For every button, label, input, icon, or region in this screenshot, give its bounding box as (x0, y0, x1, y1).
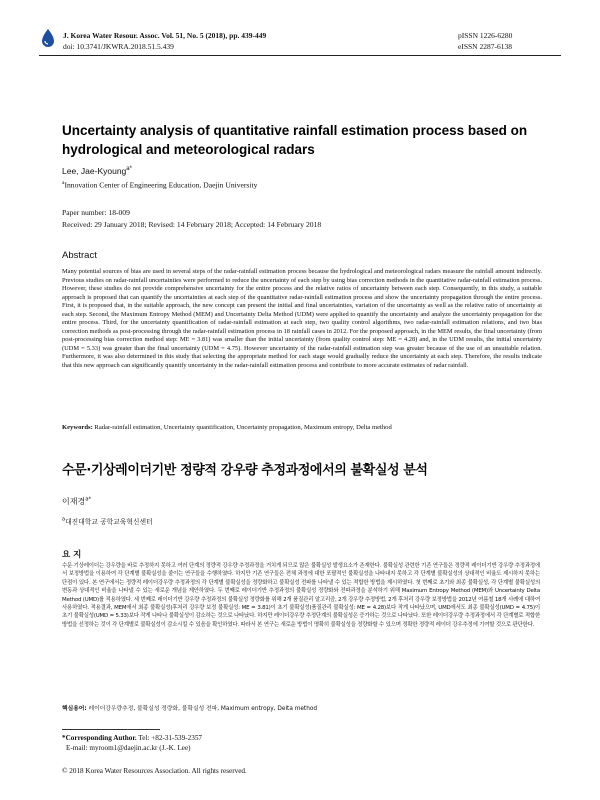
received-dates: Received: 29 January 2018; Revised: 14 February 2018; Accepted: 14 February 2018 (62, 220, 322, 229)
korean-abstract-body: 수문·기상레이더는 강우량을 바로 추정하지 못하고 여러 단계의 정량적 강우량 추정과정을 거치게 되므로 많은 불확실성 발생요소가 존재한다. 불확실성 관련한 기존 연구들은 정량적 레이더기반 강우량 추정과정에서 보정방법을 이용하여 각 단계별 불확실성을 줄이는 연구들을 수행하였다. 하지만 기존 연구들은 전체 과정에 대한 포괄적인 불확실성을 나타내지 못하고 각 단계별 불확실성의 상대적인 비율도 제시하지 못하는 단점이 있다. 본 연구에서는 정량적 레이더강우량 추정과정의 각 단계별 불확실성을 정량화하고 불확실성 전파를 나타낼 수 있는 적합한 방법을 제시하였다. 첫 번째로 초기와 최종 불확실성, 각 단계별 불확실성의 변동과 상대적인 비율을 나타낼 수 있는 새로운 개념을 제안하였다. 두 번째로 레이더기반 추정과정의 불확실성 정량화와 전파과정을 분석하기 위해 Maximum Entropy Method (MEM)와 Uncertainty Delta Method (UMD)를 적용하였다. 세 번째로 레이더기반 강우량 추정과정의 불확실성 정량화를 위해 2개 품질관리 알고리즘, 2개 강우량 추정방법, 2개 후처리 강우량 보정방법을 2012년 여름철 18개 사례에 대하여 사용하였다. 적용결과, MEM에서 최종 불확실성(후처리 강우량 보정 불확실성: ME = 3.81)이 초기 불확실성(품질관리 불확실성: ME = 4.28)보다 작게 나타났으며, UMD에서도 최종 불확실성(UMD = 4.75)이 초기 불확실성(UMD = 5.33)보다 작게 나타나 불확실성이 감소하는 것으로 나타났다. 하지만 레이더강우량 추정단계의 불확실성은 증가하는 것으로 나타났다. 또한 레이더강우량 추정과정에서 각 단계별로 적합한 방법을 선정하는 것이 각 단계별로 불확실성이 감소시킬 수 있음을 확인하였다. 따라서 본 연구는 새로운 방법이 명확히 불확실성을 정량화할 수 있으며 정확한 정량적 레이더 강우추정에 기여할 것으로 판단한다. (62, 563, 540, 628)
korean-affiliation-mark: a (62, 516, 66, 523)
korean-abstract-heading: 요 지 (62, 550, 82, 560)
copyright: © 2018 Korea Water Resources Association. All rights reserved. (62, 767, 247, 775)
korean-keywords-text: 레이더강우량추정, 불확실성 정량화, 불확실성 전파, Maximum entropy, Delta method (86, 706, 318, 712)
header-rule (39, 55, 561, 56)
corresponding-tel: Tel: +82-31-539-2357 (136, 734, 203, 742)
korean-affiliation-text: 대진대학교 공학교육혁신센터 (65, 518, 153, 526)
issn-block (458, 30, 538, 52)
corresponding-email: E-mail: myroom1@daejin.ac.kr (J.-K. Lee) (66, 744, 191, 752)
kwra-logo (39, 28, 57, 48)
korean-author-name: 이재경 (62, 497, 86, 506)
affiliation-mark: a (62, 180, 65, 186)
eissn: eISSN 2287-6138 (458, 42, 512, 51)
keywords-label: Keywords: (62, 424, 93, 431)
journal-citation: J. Korea Water Resour. Assoc. Vol. 51, No. 5 (2018), pp. 439-449 (63, 31, 267, 40)
corresponding-line (62, 733, 202, 743)
author-name: Lee, Jae-Kyoung (62, 166, 127, 176)
korean-author (62, 496, 91, 507)
footnote-rule (62, 729, 160, 730)
pissn: pISSN 1226-6280 (458, 31, 513, 40)
affiliation-text: Innovation Center of Engineering Education, Daejin University (64, 180, 258, 190)
abstract-body: Many potential sources of bias are used in several steps of the radar-rainfall estimation process because the hydrological and meteorological radars measure the rainfall amount indirectly. Previous studies on radar-rainfall uncertainties were performed to reduce the uncertainty of each step by using bias correction methods in the quantitative radar-rainfall estimation process. However, these studies do not provide comprehensive uncertainty for the entire process and the relative ratios of uncertainty between each step. Consequently, in this study, a suitable approach is proposed that can quantify the uncertainties at each step of the quantitative radar-rainfall estimation process and show the uncertainty propagation through the entire process. First, it is proposed that, in the suitable approach, the new concept can present the initial and final uncertainties, variation of the uncertainty as well as the relative ratio of uncertainty at each step. Second, the Maximum Entropy Method (MEM) and Uncertainty Delta Method (UDM) were applied to quantify the uncertainty and analyze the uncertainty propagation for the entire process. Third, for the uncertainty quantification of radar-rainfall estimation at each step, two quality control algorithms, two radar-rainfall estimation relations, and two bias correction methods as post-processing through the radar-rainfall estimation process in 18 rainfall cases in 2012. For the proposed approach, in the MEM results, the final uncertainty (from post-processing bias correction method step: ME = 3.81) was smaller than the initial uncertainty (from quality control step: ME = 4.28) and, in the UDM results, the initial uncertainty (UDM = 5.33) was greater than the final uncertainty (UDM = 4.75). However uncertainty of the radar-rainfall estimation step was greater because of the use of an unsuitable relation. Furthermore, it was also determined in this study that selecting the appropriate method for each stage would gradually reduce the uncertainty at each step. Therefore, the results indicate that this new approach can significantly quantify uncertainty in the radar-rainfall estimation process and contribute to more accurate estimates of radar rainfall. (62, 268, 542, 369)
journal-header (63, 30, 266, 52)
korean-keywords (62, 703, 540, 712)
korean-affiliation (62, 516, 153, 526)
author-mark: a* (126, 166, 132, 173)
affiliation (62, 180, 257, 190)
keywords-text: Radar-rainfall estimation, Uncertainty quantification, Uncertainty propagation, Maximum entropy, Delta method (92, 424, 392, 431)
corresponding-label: *Corresponding Author. (62, 734, 137, 742)
doi: doi: 10.3741/JKWRA.2018.51.5.439 (63, 42, 174, 51)
corresponding-author-note (62, 733, 202, 753)
keywords (62, 424, 542, 431)
korean-keywords-label: 핵심용어: (62, 706, 87, 712)
korean-author-mark: a* (85, 496, 92, 503)
korean-title: 수문·기상레이더기반 정량적 강우량 추정과정에서의 불확실성 분석 (62, 463, 428, 478)
abstract-heading: Abstract (62, 250, 97, 261)
paper-title: Uncertainty analysis of quantitative rainfall estimation process based on hydrological and meteorological radars (62, 123, 528, 157)
author (62, 166, 132, 176)
paper-number: Paper number: 18-009 (62, 208, 130, 217)
